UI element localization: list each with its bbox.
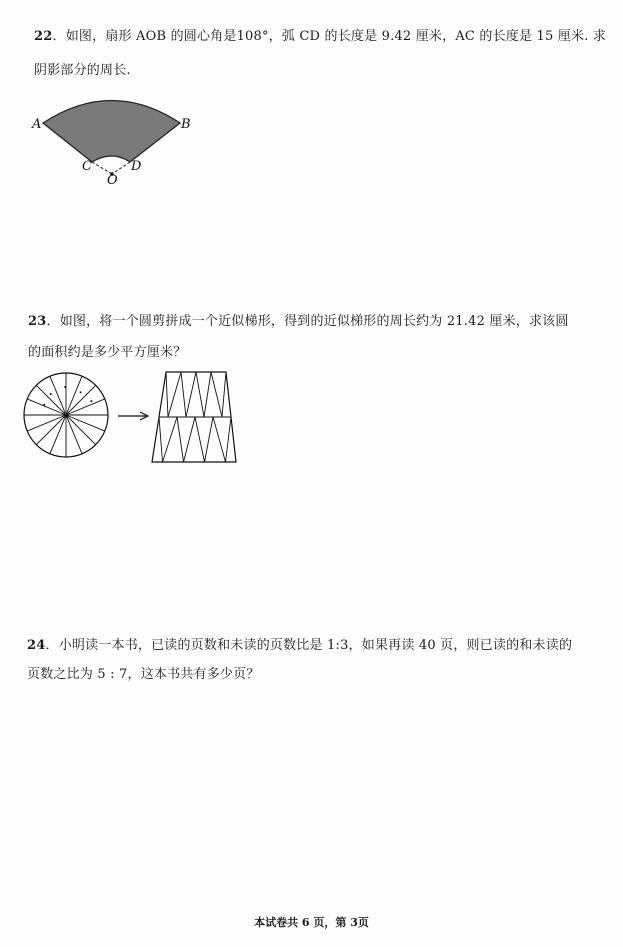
divided-circle — [24, 373, 108, 457]
sector-dot — [43, 404, 45, 406]
question-23-text-1: ．如图，将一个圆剪拼成一个近似梯形，得到的近似梯形的周长约为 21.42 厘米，求该圆 — [46, 314, 569, 329]
question-23-line-1 — [28, 313, 569, 331]
trapezoid-edge — [181, 372, 186, 417]
label-c: C — [82, 159, 92, 174]
trapezoid-edge — [184, 417, 196, 462]
trapezoid-edge — [166, 372, 168, 417]
question-24-line-2: 页数之比为 5 : 7，这本书共有多少页？ — [27, 667, 260, 682]
trapezoid-edge — [186, 372, 196, 417]
question-23-number: 23 — [28, 314, 47, 329]
trapezoid-edge — [159, 417, 163, 462]
question-24-line-1 — [27, 637, 572, 655]
label-b: B — [181, 117, 191, 132]
sector-dot — [90, 400, 92, 402]
sector-dot — [50, 393, 52, 395]
approximate-trapezoid — [152, 372, 236, 462]
question-24-number: 24 — [27, 638, 46, 653]
sector-figure — [30, 92, 205, 184]
trapezoid-edge — [168, 372, 181, 417]
circle-radius — [66, 415, 96, 445]
page-footer: 本试卷共 6 页，第 3页 — [254, 916, 369, 929]
shaded-annular-sector — [43, 101, 180, 163]
label-o: O — [107, 173, 118, 184]
question-22-text-1: ．如图，扇形 AOB 的圆心角是108°，弧 CD 的长度是 9.42 厘米，AC 的长度是 15 厘米. 求 — [52, 29, 607, 44]
question-22-line-2: 阴影部分的周长. — [34, 63, 131, 78]
trapezoid-edge — [222, 372, 226, 417]
circle-radius — [36, 385, 66, 415]
trapezoid-edge — [213, 417, 226, 462]
trapezoid-edge — [195, 417, 205, 462]
trapezoid-edge — [211, 372, 222, 417]
question-24-text-1: ．小明读一本书，已读的页数和未读的页数比是 1:3，如果再读 40 页，则已读的和未读的 — [45, 638, 573, 653]
circle-to-trapezoid-figure — [22, 368, 242, 468]
label-d: D — [131, 159, 142, 174]
trapezoid-edge — [205, 417, 214, 462]
label-a: A — [32, 117, 42, 132]
trapezoid-edge — [163, 417, 178, 462]
question-22-line-1 — [34, 28, 606, 46]
sector-dot — [80, 391, 82, 393]
trapezoid-edge — [177, 417, 184, 462]
trapezoid-edge — [196, 372, 204, 417]
sector-dot — [64, 386, 66, 388]
trapezoid-edge — [226, 417, 232, 462]
trapezoid-edge — [204, 372, 211, 417]
question-23-line-2: 的面积约是多少平方厘米？ — [28, 345, 187, 360]
question-22-number: 22 — [34, 29, 53, 44]
circle-radius — [36, 415, 66, 445]
